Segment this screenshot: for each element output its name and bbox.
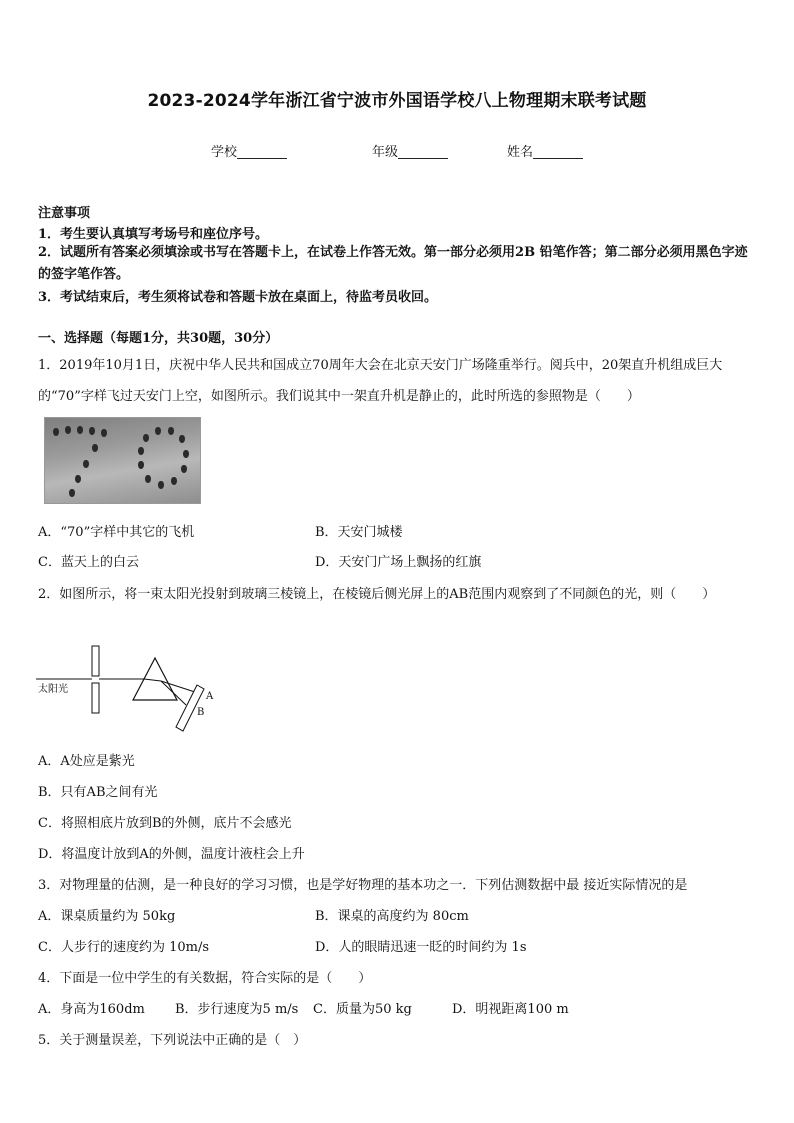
school-blank xyxy=(237,144,287,159)
q3-option-a: A．课桌质量约为 50kg xyxy=(38,909,176,924)
q4-option-d: D．明视距离100 m xyxy=(452,1002,569,1017)
question-4-stem: 4．下面是一位中学生的有关数据，符合实际的是（ ） xyxy=(38,971,372,986)
school-label: 学校 xyxy=(211,145,238,160)
note-item: 3．考试结束后，考生须将试卷和答题卡放在桌面上，待监考员收回。 xyxy=(38,290,438,305)
school-field xyxy=(211,141,287,160)
q1-option-b: B．天安门城楼 xyxy=(315,525,403,540)
q4-option-a: A．身高为160dm xyxy=(38,1002,145,1017)
q4-option-b: B．步行速度为5 m/s xyxy=(175,1002,299,1017)
grade-blank xyxy=(398,144,448,159)
grade-label: 年级 xyxy=(372,145,399,160)
q3-option-c: C．人步行的速度约为 10m/s xyxy=(38,940,209,955)
q2-option-b: B．只有AB之间有光 xyxy=(38,785,158,800)
helicopter-formation-photo xyxy=(44,417,201,504)
question-1-stem: 1．2019年10月1日，庆祝中华人民共和国成立70周年大会在北京天安门广场隆重举行。阅兵中，20架直升机组成巨大的“70”字样飞过天安门上空，如图所示。我们说其中一架直升机是静止的，此时所选的参照物是（ ） xyxy=(38,358,723,404)
notes-heading: 注意事项 xyxy=(38,206,91,221)
name-blank xyxy=(533,144,583,159)
point-a-label: A xyxy=(206,691,214,702)
slit-upper xyxy=(92,646,99,676)
refracted-ray xyxy=(144,679,161,681)
note-item: 1．考生要认真填写考场号和座位序号。 xyxy=(38,227,269,242)
q1-option-a: A．“70”字样中其它的飞机 xyxy=(38,525,195,540)
slit-lower xyxy=(92,683,99,713)
section-heading: 一、选择题（每题1分，共30题，30分） xyxy=(38,331,279,346)
question-2-stem: 2．如图所示，将一束太阳光投射到玻璃三棱镜上，在棱镜后侧光屏上的AB范围内观察到了不同颜色的光，则（ ） xyxy=(38,587,716,602)
name-label: 姓名 xyxy=(507,145,534,160)
q2-option-c: C．将照相底片放到B的外侧，底片不会感光 xyxy=(38,816,292,831)
grade-field xyxy=(372,141,448,160)
q1-option-c: C．蓝天上的白云 xyxy=(38,555,139,570)
q4-option-c: C．质量为50 kg xyxy=(313,1002,412,1017)
q3-option-d: D．人的眼睛迅速一眨的时间约为 1s xyxy=(315,940,527,955)
q3-option-b: B．课桌的高度约为 80cm xyxy=(315,909,469,924)
sunlight-label: 太阳光 xyxy=(38,684,68,695)
q1-option-d: D．天安门广场上飘扬的红旗 xyxy=(315,555,482,570)
q2-option-d: D．将温度计放到A的外侧，温度计液柱会上升 xyxy=(38,847,305,862)
page-title: 2023-2024学年浙江省宁波市外国语学校八上物理期末联考试题 xyxy=(147,91,647,111)
question-3-stem: 3．对物理量的估测，是一种良好的学习习惯，也是学好物理的基本功之一．下列估测数据中最 接近实际情况的是 xyxy=(38,878,688,893)
q2-option-a: A．A处应是紫光 xyxy=(38,754,135,769)
point-b-label: B xyxy=(197,707,205,718)
question-5-stem: 5．关于测量误差，下列说法中正确的是（ ） xyxy=(38,1033,307,1048)
name-field xyxy=(507,141,583,160)
note-item: 2．试题所有答案必须填涂或书写在答题卡上，在试卷上作答无效。第一部分必须用2B 铅笔作答；第二部分必须用黑色字迹的签字笔作答。 xyxy=(38,245,748,282)
